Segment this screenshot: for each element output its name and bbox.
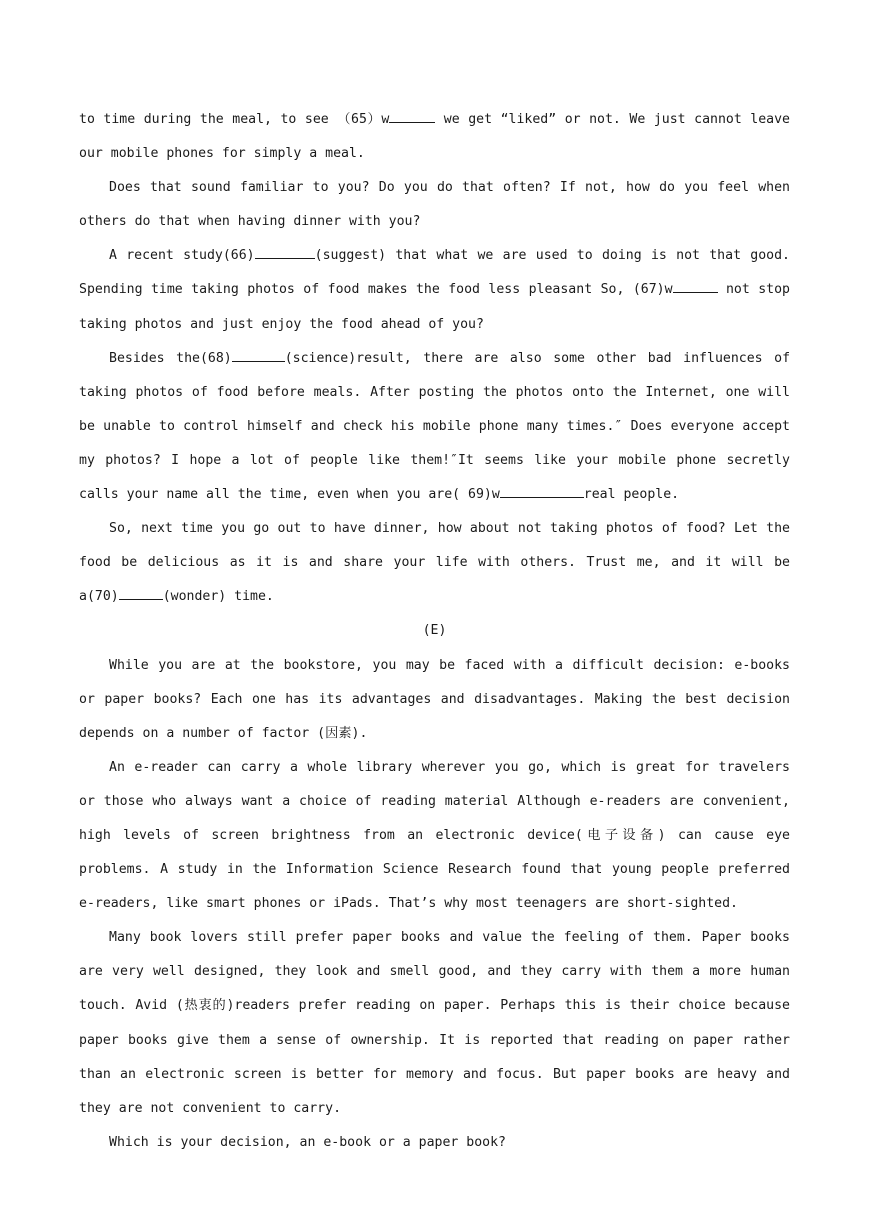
text-segment: A recent study(66) [109, 248, 255, 264]
paragraph [79, 342, 790, 512]
answer-blank-66[interactable] [255, 246, 315, 259]
paragraph: Many book lovers still prefer paper books and value the feeling of them. Paper books are very well designed, they look and smell good, and they carry with them a more human touch. Avid (热衷的)readers prefer reading on paper. Perhaps this is their choice because paper books give them a sense of ownership. It is reported that reading on paper rather than an electronic screen is better for memory and focus. But paper books are heavy and they are not convenient to carry. [79, 930, 790, 1116]
paragraph [79, 512, 790, 614]
text-segment: (suggest) that what we are used to doing is not that good. Spending time taking photos of food makes the food less pleasant So, (67)w [79, 248, 790, 298]
answer-blank-65[interactable] [389, 110, 435, 123]
answer-blank-70[interactable] [119, 587, 163, 600]
text-segment: real people. [583, 487, 680, 503]
paragraph-continued [79, 103, 790, 171]
text-segment: to time during the meal, to see （65）w [79, 112, 390, 127]
text-segment: we get “liked” or not. We just cannot leave our mobile phones for simply a meal. [79, 112, 791, 162]
answer-blank-68[interactable] [232, 349, 285, 362]
section-heading: (E) [422, 623, 447, 639]
answer-blank-69[interactable] [500, 485, 584, 498]
answer-blank-67[interactable] [673, 280, 718, 293]
document-page [79, 103, 790, 1160]
text-segment: (wonder) time. [162, 589, 274, 605]
paragraph: Which is your decision, an e-book or a paper book? [109, 1134, 506, 1150]
paragraph [79, 239, 790, 341]
paragraph: Does that sound familiar to you? Do you do that often? If not, how do you feel when others do that when having dinner with you? [79, 180, 790, 230]
text-segment: Besides the(68) [109, 350, 232, 366]
text-segment: (science)result, there are also some other bad influences of taking photos of food before meals. After posting the photos onto the Internet, one will be unable to control himself and check his mobile phone many times.″ Does everyone accept my photos? I hope a lot of people like them!″It seems like your mobile phone secretly calls your name all the time, even when you are( 69)w [79, 350, 791, 503]
text-segment: So, next time you go out to have dinner, how about not taking photos of food? Let the food be delicious as it is and share your life with others. Trust me, and it will be a(70) [79, 521, 790, 605]
paragraph: While you are at the bookstore, you may be faced with a difficult decision: e-books or paper books? Each one has its advantages and disadvantages. Making the best decision depends on a number of factor (因素). [79, 657, 790, 741]
paragraph: An e-reader can carry a whole library wherever you go, which is great for travelers or those who always want a choice of reading material Although e-readers are convenient, high levels of screen brightness from an electronic device(电子设备) can cause eye problems. A study in the Information Science Research found that young people preferred e-readers, like smart phones or iPads. That’s why most teenagers are short-sighted. [79, 759, 790, 912]
text-segment: not stop taking photos and just enjoy the food ahead of you? [79, 282, 790, 332]
